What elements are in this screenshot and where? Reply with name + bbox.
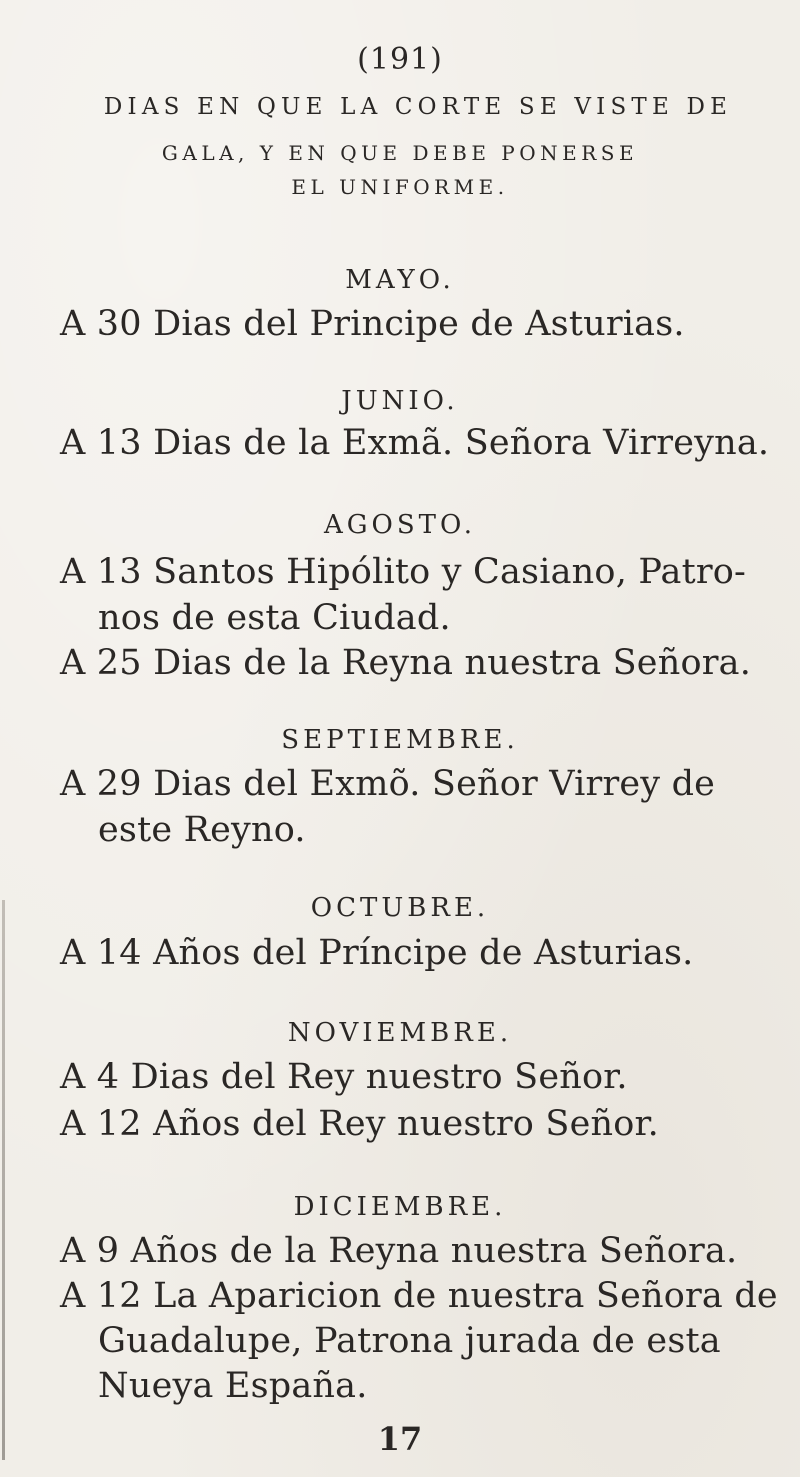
- entry-diciembre-12-line3: Nueya España.: [98, 1366, 368, 1406]
- entry-agosto-25: A 25 Dias de la Reyna nuestra Señora.: [60, 643, 752, 683]
- catchword: 17: [377, 1420, 423, 1458]
- entry-diciembre-9: A 9 Años de la Reyna nuestra Señora.: [60, 1231, 738, 1271]
- entry-septiembre-29-line1: A 29 Dias del Exmõ. Señor Virrey de: [60, 764, 716, 804]
- entry-septiembre-29-line2: este Reyno.: [98, 810, 306, 850]
- page-edge-shadow: [2, 900, 5, 1460]
- title-line-1: DIAS EN QUE LA CORTE SE VISTE DE: [103, 94, 733, 120]
- entry-junio-13: A 13 Dias de la Exmã. Señora Virreyna.: [60, 423, 770, 463]
- month-heading-agosto: AGOSTO.: [323, 510, 477, 540]
- month-heading-septiembre: SEPTIEMBRE.: [281, 725, 519, 755]
- entry-diciembre-12-line1: A 12 La Aparicion de nuestra Señora de: [60, 1276, 778, 1316]
- month-heading-mayo: MAYO.: [345, 265, 455, 295]
- entry-agosto-13-line1: A 13 Santos Hipólito y Casiano, Patro-: [60, 552, 747, 592]
- month-heading-diciembre: DICIEMBRE.: [293, 1192, 507, 1222]
- page-folio: (191): [357, 42, 443, 77]
- entry-octubre-14: A 14 Años del Príncipe de Asturias.: [60, 933, 694, 973]
- entry-mayo-30: A 30 Dias del Principe de Asturias.: [60, 304, 685, 344]
- month-heading-noviembre: NOVIEMBRE.: [287, 1018, 513, 1048]
- entry-agosto-13-line2: nos de esta Ciudad.: [98, 598, 451, 638]
- entry-diciembre-12-line2: Guadalupe, Patrona jurada de esta: [98, 1321, 721, 1361]
- entry-noviembre-4: A 4 Dias del Rey nuestro Señor.: [60, 1057, 628, 1097]
- month-heading-junio: JUNIO.: [341, 386, 459, 416]
- entry-noviembre-12: A 12 Años del Rey nuestro Señor.: [60, 1104, 659, 1144]
- month-heading-octubre: OCTUBRE.: [310, 893, 490, 923]
- title-line-2: GALA, Y EN QUE DEBE PONERSE: [161, 141, 639, 165]
- title-line-3: EL UNIFORME.: [291, 175, 509, 199]
